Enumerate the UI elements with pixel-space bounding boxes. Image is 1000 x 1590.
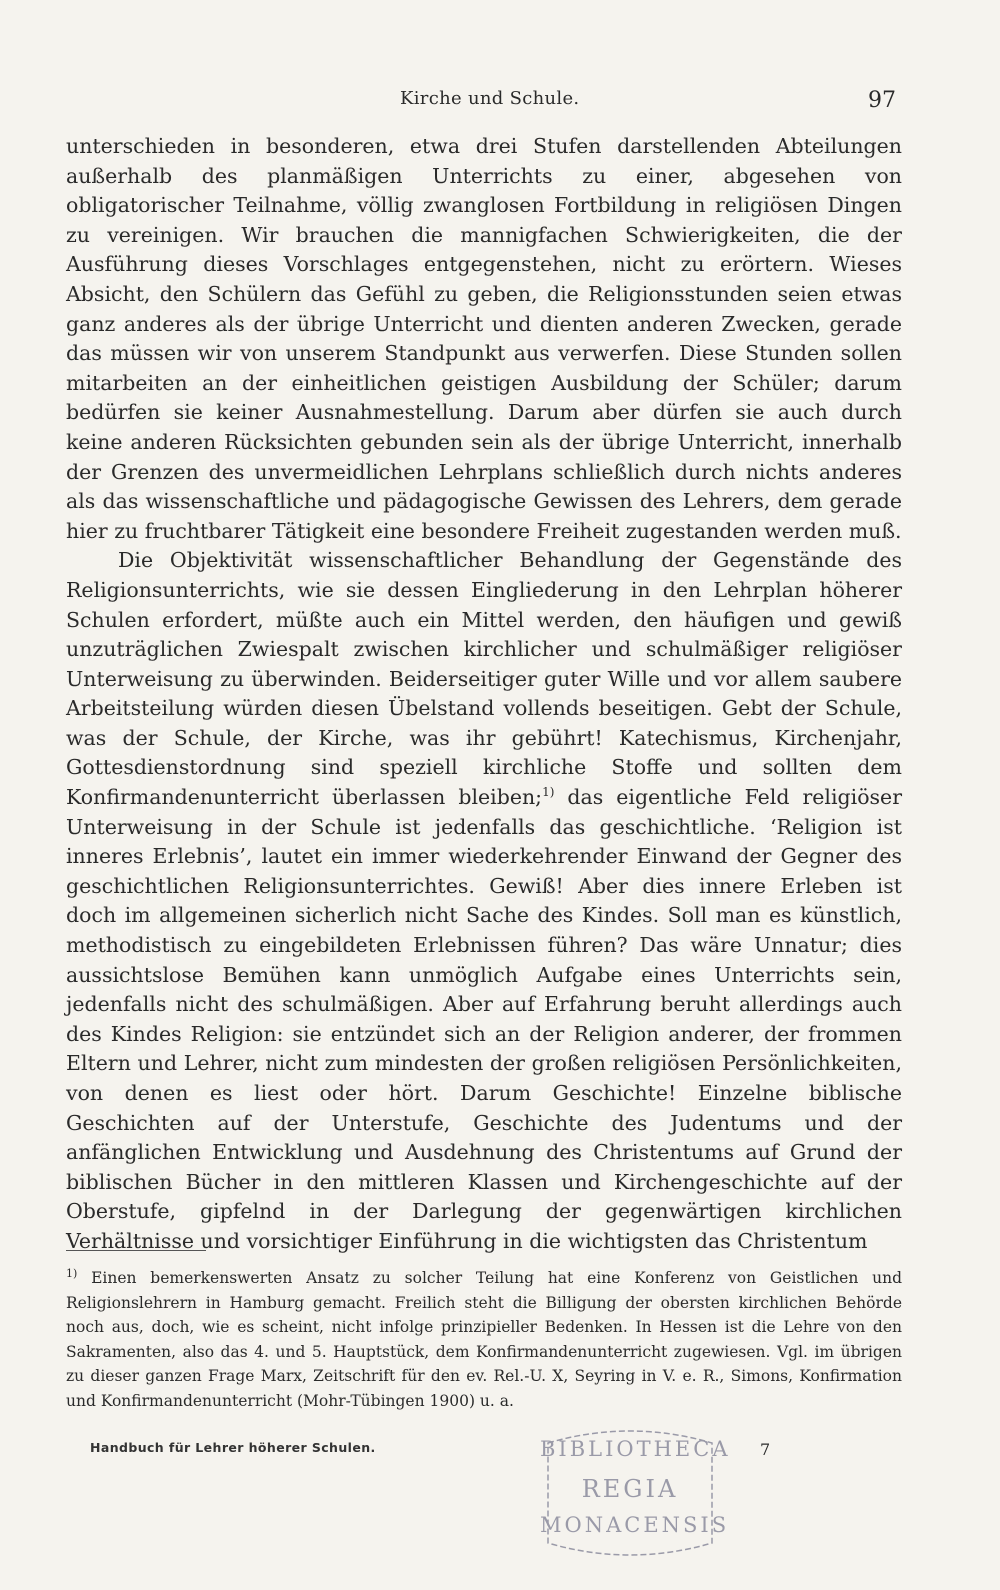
page-number: 97 [868,88,896,113]
footnote-marker: 1) [66,1266,78,1280]
library-stamp [540,1425,731,1560]
stamp-line-1: BIBLIOTHECA [540,1437,731,1461]
footnote-rule [66,1250,206,1251]
paragraph-1: unterschieden in besonderen, etwa drei Stufen darstellenden Abteilungen außerhalb des planmäßigen Unterrichts zu einer, abgesehen von obligatorischer Teilnahme, völlig zwanglosen Fortbildung in religiösen Dingen zu vereinigen. Wir brauchen die mannigfachen Schwierigkeiten, die der Ausführung dieses Vorschlages entgegenstehen, nicht zu erörtern. Wieses Absicht, den Schülern das Gefühl zu geben, die Religionsstunden seien etwas ganz anderes als der übrige Unterricht und dienten anderen Zwecken, gerade das müssen wir von unserem Standpunkt aus verwerfen. Diese Stunden sollen mitarbeiten an der einheitlichen geistigen Ausbildung der Schüler; darum bedürfen sie keiner Ausnahmestellung. Darum aber dürfen sie auch durch keine anderen Rücksichten gebunden sein als der übrige Unterricht, innerhalb der Grenzen des unvermeidlichen Lehrplans schließlich durch nichts anderes als das wissenschaftliche und pädagogische Gewissen des Lehrers, dem gerade hier zu fruchtbarer Tätigkeit eine besondere Freiheit zugestanden werden muß. [66,134,902,543]
paragraph-2-text-b: das eigentliche Feld religiöser Unterweisung in der Schule ist jedenfalls das geschichtliche. ‘Religion ist inneres Erlebnis’, lautet ein immer wiederkehrender Einwand der Gegner des geschichtlichen Religionsunterrichtes. Gewiß! Aber dies innere Erleben ist doch im allgemeinen sicherlich nicht Sache des Kindes. Soll man es künstlich, methodistisch zu eingebildeten Erlebnissen führen? Das wäre Unnatur; dies aussichtslose Bemühen kann unmöglich Aufgabe eines Unterrichts sein, jedenfalls nicht des schulmäßigen. Aber auf Erfahrung beruht allerdings auch des Kindes Religion: sie entzündet sich an der Religion anderer, der frommen Eltern und Lehrer, nicht zum mindesten der großen religiösen Persönlichkeiten, von denen es liest oder hört. Darum Geschichte! Einzelne biblische Geschichten auf der Unterstufe, Geschichte des Judentums und der anfänglichen Entwicklung und Ausdehnung des Christentums auf Grund der biblischen Bücher in den mittleren Klassen und Kirchengeschichte auf der Oberstufe, gipfelnd in der Darlegung der gegenwärtigen kirchlichen Verhältnisse und vorsichtiger Einführung in die wichtigsten das Christentum [66,785,902,1253]
footnote [66,1266,902,1414]
imprint-line: Handbuch für Lehrer höherer Schulen. [90,1440,376,1455]
running-head [0,88,1000,120]
stamp-line-2: REGIA [581,1475,679,1503]
paragraph-2-text-a: Die Objektivität wissenschaftlicher Behandlung der Gegenstände des Religionsunterrichts, wie sie dessen Eingliederung in den Lehrplan höherer Schulen erfordert, müßte auch ein Mittel werden, den häufigen und gewiß unzuträglichen Zwiespalt zwischen kirchlicher und schulmäßiger religiöser Unterweisung zu überwinden. Beiderseitiger guter Wille und vor allem saubere Arbeitsteilung würden diesen Übelstand vollends beseitigen. Gebt der Schule, was der Schule, der Kirche, was ihr gebührt! Katechismus, Kirchenjahr, Gottesdienstordnung sind speziell kirchliche Stoffe und sollten dem Konfirmandenunterricht überlassen bleiben; [66,548,902,810]
footnote-text: Einen bemerkenswerten Ansatz zu solcher Teilung hat eine Konferenz von Geistlichen und Religionslehrern in Hamburg gemacht. Freilich steht die Billigung der obersten kirchlichen Behörde noch aus, doch, wie es scheint, nicht infolge prinzipieller Bedenken. In Hessen ist die Lehre von den Sakramenten, also das 4. und 5. Hauptstück, dem Konfirmandenunterricht zugewiesen. Vgl. im übrigen zu dieser ganzen Frage Marx, Zeitschrift für den ev. Rel.-U. X, Seyring in V. e. R., Simons, Konfirmation und Konfirmandenunterricht (Mohr-Tübingen 1900) u. a. [66,1269,902,1410]
paragraph-2 [66,546,902,1256]
running-title: Kirche und Schule. [400,88,580,109]
body-text [66,132,902,1257]
stamp-line-3: MONACENSIS [540,1513,730,1537]
footnote-reference: 1) [542,785,555,800]
signature-mark: 7 [760,1440,771,1459]
